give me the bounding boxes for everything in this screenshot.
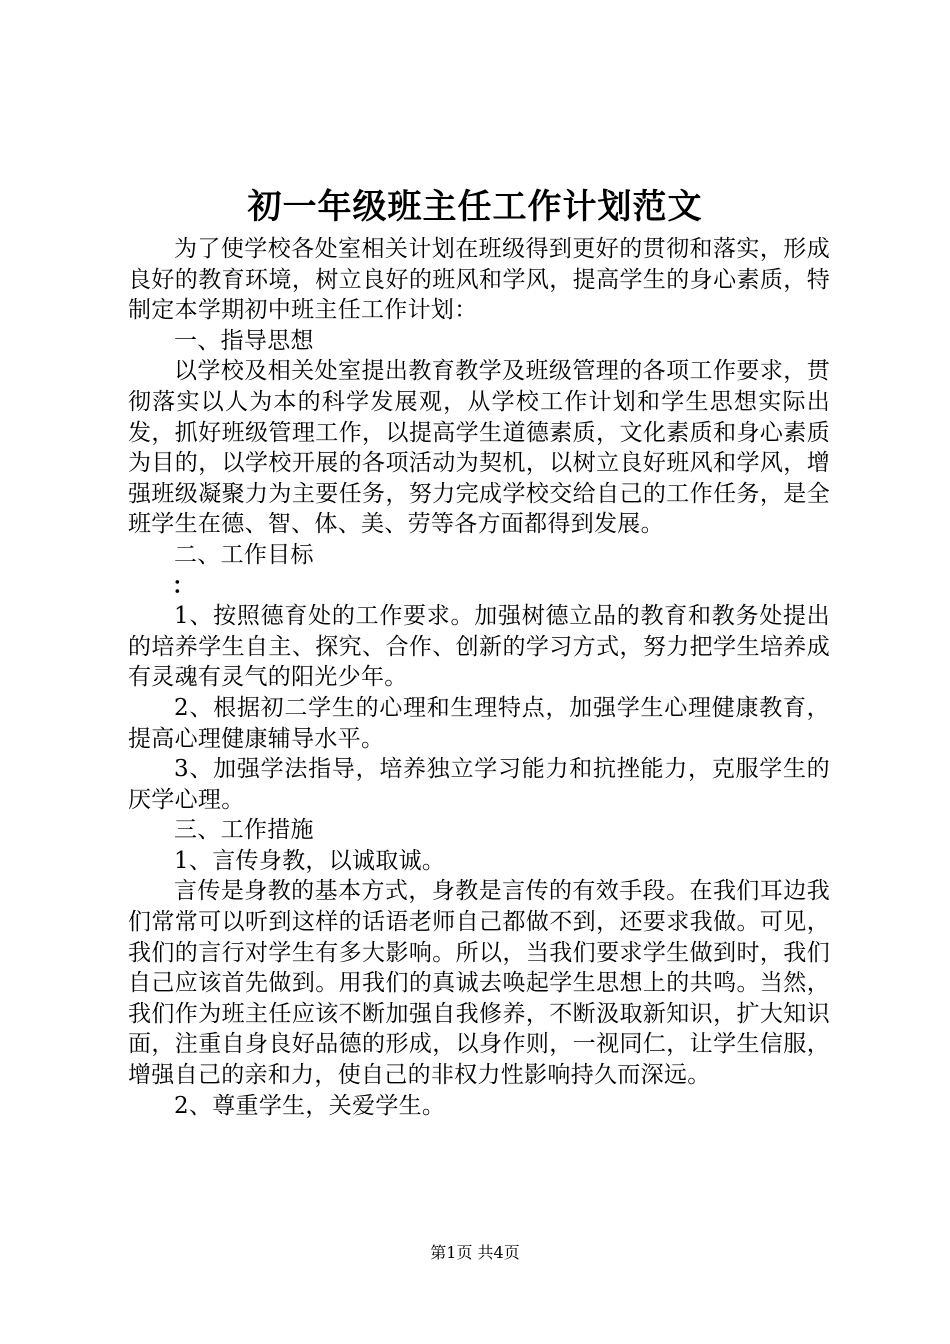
document-body xyxy=(128,234,830,1121)
measure-item-2-heading: 2、尊重学生，关爱学生。 xyxy=(174,1092,446,1119)
document-title: 初一年级班主任工作计划范文 xyxy=(247,187,703,227)
goal-item-2: 2、根据初二学生的心理和生理特点，加强学生心理健康教育，提高心理健康辅导水平。 xyxy=(128,694,830,752)
intro-paragraph: 为了使学校各处室相关计划在班级得到更好的贯彻和落实，形成良好的教育环境，树立良好的班风和学风，提高学生的身心素质，特制定本学期初中班主任工作计划： xyxy=(128,236,830,324)
guiding-thought-paragraph: 以学校及相关处室提出教育教学及班级管理的各项工作要求，贯彻落实以人为本的科学发展观，从学校工作计划和学生思想实际出发，抓好班级管理工作，以提高学生道德素质，文化素质和身心素质为目的，以学校开展的各项活动为契机，以树立良好班风和学风，增强班级凝聚力为主要任务，努力完成学校交给自己的工作任务，是全班学生在德、智、体、美、劳等各方面都得到发展。 xyxy=(128,358,830,538)
measure-item-1-paragraph: 言传是身教的基本方式，身教是言传的有效手段。在我们耳边我们常常可以听到这样的话语老师自己都做不到，还要求我做。可见，我们的言行对学生有多大影响。所以，当我们要求学生做到时，我们自己应该首先做到。用我们的真诚去唤起学生思想上的共鸣。当然，我们作为班主任应该不断加强自我修养，不断汲取新知识，扩大知识面，注重自身良好品德的形成，以身作则，一视同仁，让学生信服，增强自己的亲和力，使自己的非权力性影响持久而深远。 xyxy=(128,878,830,1089)
section-heading-guiding-thought: 一、指导思想 xyxy=(174,327,314,354)
goal-item-1: 1、按照德育处的工作要求。加强树德立品的教育和教务处提出的培养学生自主、探究、合作、创新的学习方式，努力把学生培养成有灵魂有灵气的阳光少年。 xyxy=(128,603,830,691)
goals-colon: ： xyxy=(172,571,196,599)
goal-item-3: 3、加强学法指导，培养独立学习能力和抗挫能力，克服学生的厌学心理。 xyxy=(128,756,830,813)
page-number-footer: 第1页 共4页 xyxy=(430,1243,520,1262)
measure-item-1-heading: 1、言传身教，以诚取诚。 xyxy=(174,847,446,874)
section-heading-work-measures: 三、工作措施 xyxy=(174,817,314,844)
section-heading-work-goals: 二、工作目标 xyxy=(174,541,314,568)
